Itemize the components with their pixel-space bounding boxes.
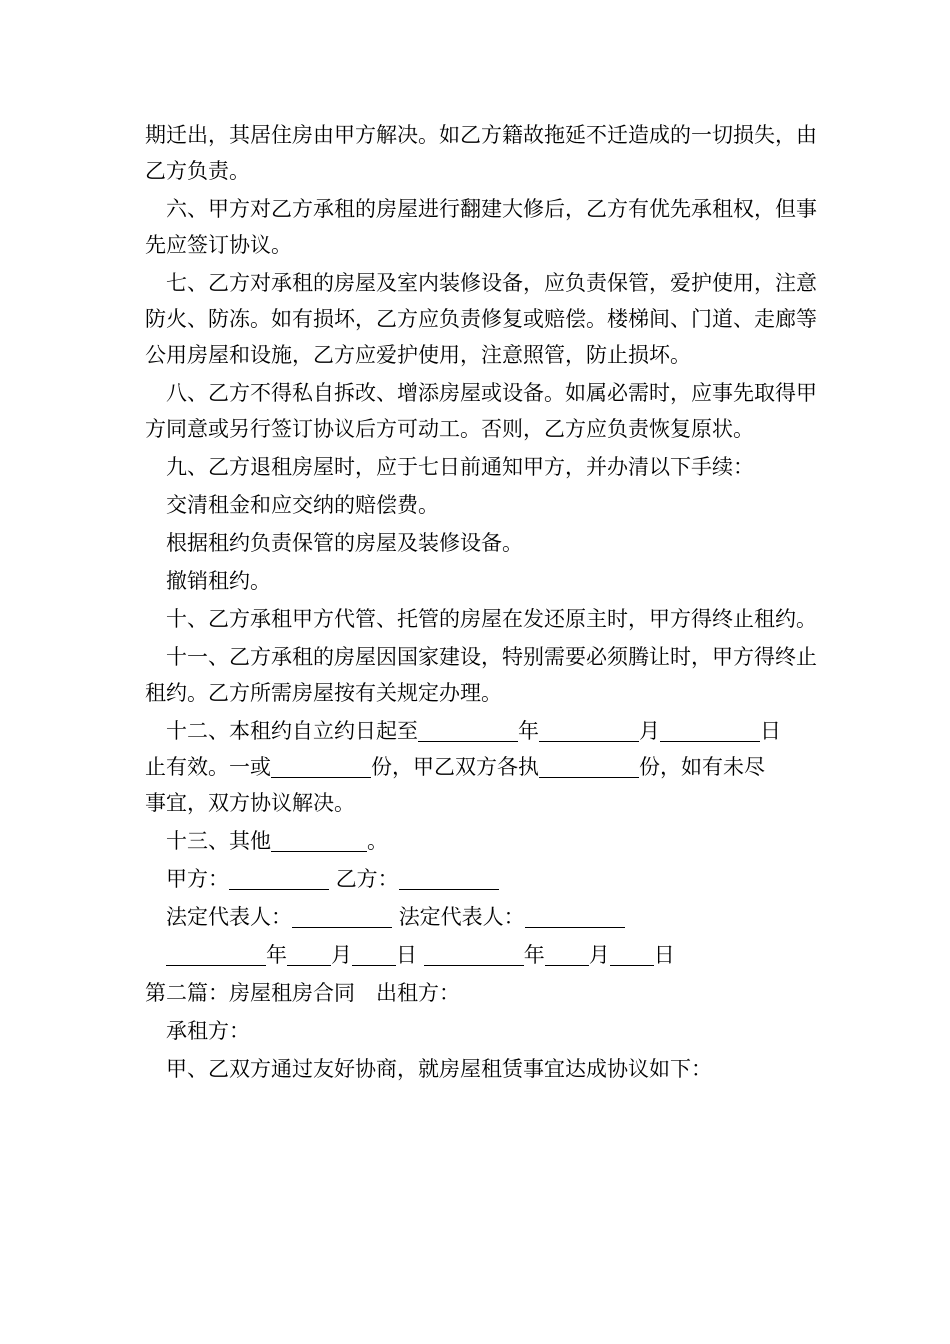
document-page [145, 117, 835, 1087]
clause-10: 十、乙方承租甲方代管、托管的房屋在发还原主时，甲方得终止租约。 [166, 607, 817, 631]
clause-12-text-c: 份，甲乙双方各执 [371, 755, 539, 779]
second-contract-intro: 甲、乙双方通过友好协商，就房屋租赁事宜达成协议如下： [166, 1057, 712, 1081]
clause-12-text-d: 份，如有未尽 [639, 755, 765, 779]
date-a-day-blank[interactable] [352, 943, 396, 966]
clause-12-text-a: 十二、本租约自立约日起至 [166, 719, 418, 743]
signature-parties [145, 861, 835, 897]
party-b-label: 乙方： [335, 867, 399, 891]
clause-12-text-day: 日 [760, 719, 781, 743]
blank-end-day[interactable] [660, 719, 760, 742]
date-b-month-blank[interactable] [545, 943, 589, 966]
clause-12-line-1 [145, 713, 835, 749]
party-a-label: 甲方： [166, 867, 229, 891]
rep-b-label: 法定代表人： [398, 905, 525, 929]
clause-13-end: 。 [367, 829, 388, 853]
date-b-year-label: 年 [523, 943, 545, 967]
date-a-year-blank[interactable] [166, 943, 266, 966]
clause-7: 七、乙方对承租的房屋及室内装修设备，应负责保管，爱护使用，注意防火、防冻。如有损坏，乙方应负责修复或赔偿。楼梯间、门道、走廊等公用房屋和设施，乙方应爱护使用，注意照管，防止损坏。 [145, 271, 817, 367]
party-a-blank[interactable] [229, 867, 329, 890]
clause-9-item-2: 根据租约负责保管的房屋及装修设备。 [166, 531, 523, 555]
date-b-month-label: 月 [588, 943, 610, 967]
blank-each-copies[interactable] [539, 755, 639, 778]
clause-12-text-year: 年 [518, 719, 539, 743]
date-a-year-label: 年 [266, 943, 287, 967]
date-a-day-label: 日 [396, 943, 417, 967]
party-b-blank[interactable] [399, 867, 499, 890]
paragraph-continuation: 期迁出，其居住房由甲方解决。如乙方籍故拖延不迁造成的一切损失，由乙方负责。 [145, 123, 817, 183]
clause-13-text: 十三、其他 [166, 829, 271, 853]
clause-9-item-3: 撤销租约。 [166, 569, 271, 593]
signature-dates [145, 937, 835, 973]
clause-12-line-3: 事宜，双方协议解决。 [145, 791, 355, 815]
rep-a-label: 法定代表人： [166, 905, 292, 929]
date-a-month-label: 月 [331, 943, 352, 967]
blank-copies[interactable] [271, 755, 371, 778]
clause-6: 六、甲方对乙方承租的房屋进行翻建大修后，乙方有优先承租权，但事先应签订协议。 [145, 197, 817, 257]
blank-end-year[interactable] [418, 719, 518, 742]
clause-9: 九、乙方退租房屋时，应于七日前通知甲方，并办清以下手续： [166, 455, 754, 479]
clause-12-text-b: 止有效。一或 [145, 755, 271, 779]
clause-13 [145, 823, 835, 859]
blank-end-month[interactable] [539, 719, 639, 742]
date-b-day-blank[interactable] [610, 943, 654, 966]
clause-8: 八、乙方不得私自拆改、增添房屋或设备。如属必需时，应事先取得甲方同意或另行签订协议后方可动工。否则，乙方应负责恢复原状。 [145, 381, 817, 441]
clause-9-item-1: 交清租金和应交纳的赔偿费。 [166, 493, 439, 517]
date-b-day-label: 日 [653, 943, 675, 967]
clause-12-line-2 [145, 749, 835, 785]
blank-other[interactable] [271, 829, 367, 852]
clause-11: 十一、乙方承租的房屋因国家建设，特别需要必须腾让时，甲方得终止租约。乙方所需房屋按有关规定办理。 [145, 645, 817, 705]
second-contract-lessee: 承租方： [166, 1019, 250, 1043]
clause-12-text-month: 月 [639, 719, 660, 743]
date-b-year-blank[interactable] [424, 943, 524, 966]
date-a-month-blank[interactable] [287, 943, 331, 966]
rep-a-blank[interactable] [292, 905, 392, 928]
rep-b-blank[interactable] [525, 905, 625, 928]
second-contract-heading: 第二篇：房屋租房合同 出租方： [145, 981, 460, 1005]
signature-representatives [145, 899, 835, 935]
clause-12 [145, 713, 835, 821]
